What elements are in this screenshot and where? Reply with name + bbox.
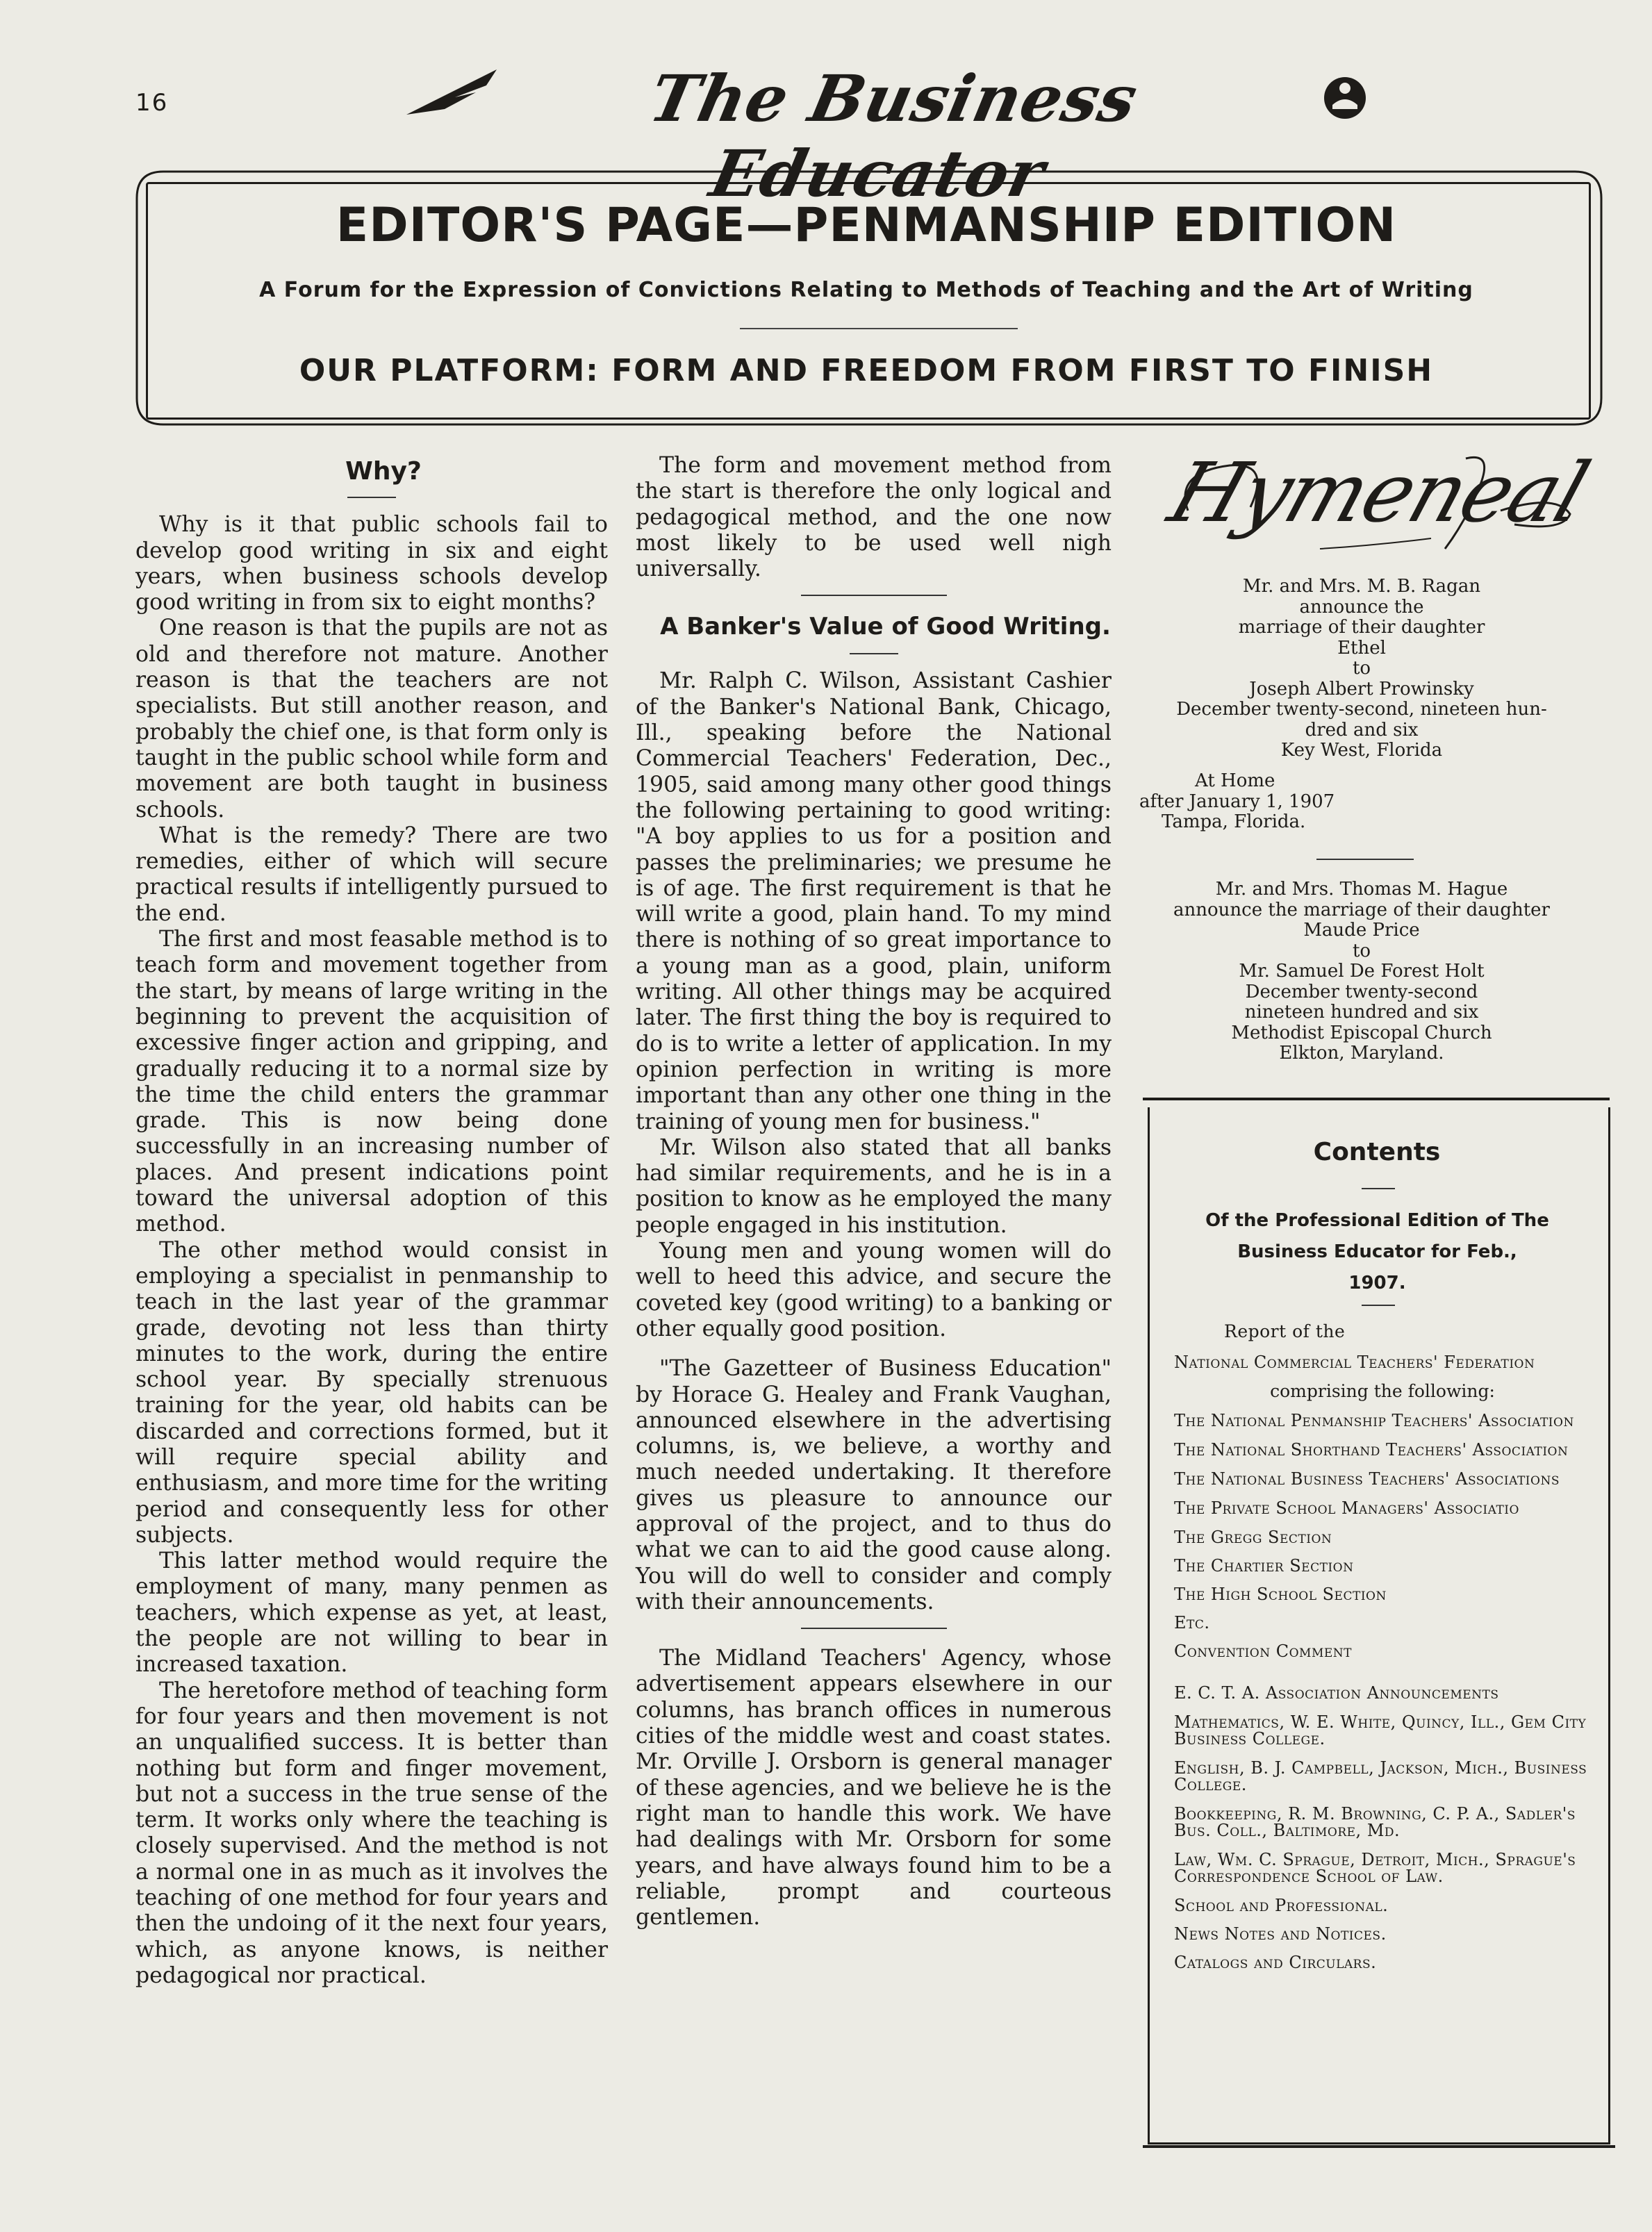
announcement-line: Elkton, Maryland. xyxy=(1279,1043,1444,1064)
contents-item: School and Professional. xyxy=(1174,1896,1389,1915)
announcement-line: Maude Price xyxy=(1303,920,1420,941)
announcement-line: Methodist Episcopal Church xyxy=(1231,1022,1492,1043)
quill-icon xyxy=(406,66,504,122)
wedding-announcement-ragan xyxy=(1139,577,1584,761)
banker-heading: A Banker's Value of Good Writing. xyxy=(660,613,1111,641)
contents-item: The Private School Managers' Associatio xyxy=(1174,1498,1519,1518)
divider xyxy=(850,653,898,654)
divider xyxy=(347,497,396,498)
subheading-line: Business Educator for Feb., xyxy=(1237,1241,1517,1262)
paragraph: The first and most feasable method is to teach form and movement together from the start, by means of large writing in the beginning to prevent the acquisition of excessive finger action and gripping, and gradually reducing it to a normal size by the time the child enters the grammar grade. This is now being done successfully in an increasing number of places. And present indications point toward the universal adoption of this method. xyxy=(135,927,608,1237)
contents-item: The National Business Teachers' Associations xyxy=(1174,1469,1560,1489)
paragraph: The other method would consist in employing a specialist in penmanship to teach in the last year of the grammar grade, devoting not less than thirty minutes to the work, during the entire school year. By specially strenuous training for the year, old habits can be discarded and corrections formed, but it will require special ability and enthusiasm, and more time for the writing period and consequently less for other subjects. xyxy=(135,1237,608,1548)
divider xyxy=(740,328,1018,329)
paragraph: Why is it that public schools fail to develop good writing in six and eight years, when business schools develop good writing in from six to eight months? xyxy=(135,512,608,615)
divider xyxy=(801,595,947,596)
divider xyxy=(1143,1098,1610,1100)
announcement-line: after January 1, 1907 xyxy=(1139,791,1335,812)
announcement-line: to xyxy=(1352,658,1371,679)
hymeneal-title: Hymeneal xyxy=(1158,445,1599,540)
paragraph: The heretofore method of teaching form for four years and then movement is not an unqualified success. It is better than nothing but form and finger movement, but not a success in the true sense of the term. It works only where the teaching is closely supervised. And the method is not a normal one in as much as it involves the teaching of one method for four years and then the undoing of it the next four years, which, as anyone knows, is neither pedagogical nor practical. xyxy=(135,1678,608,1988)
announcement-line: Ethel xyxy=(1337,637,1386,659)
paragraph: Mr. Ralph C. Wilson, Assistant Cashier of the Banker's National Bank, Chicago, Ill., speaking before the National Commercial Teachers' Federation, Dec., 1905, said among many other good things the following pertaining to good writing: "A boy applies to us for a position and passes the preliminaries; we presume he is of age. The first requirement is that he will write a good, plain hand. To my mind there is nothing of so great importance to a young man as a good, plain, uniform writing. All other things may be acquired later. The first thing the boy is required to do is to write a letter of application. In my opinion perfection in writing is more important than any other one thing in the training of young men for business." xyxy=(636,668,1112,1134)
announcement-line: At Home xyxy=(1195,770,1275,791)
paragraph: The form and movement method from the start is therefore the only logical and pedagogical method, and the one now most likely to be used well nigh universally. xyxy=(636,453,1112,582)
divider xyxy=(1316,859,1414,860)
contents-item: Convention Comment xyxy=(1174,1642,1352,1661)
announcement-line: Tampa, Florida. xyxy=(1162,811,1306,832)
editor-title: EDITOR'S PAGE—PENMANSHIP EDITION xyxy=(336,198,1397,253)
contents-item: Etc. xyxy=(1174,1613,1210,1632)
contents-item: Mathematics, W. E. White, Quincy, Ill., Gem City Business College. xyxy=(1174,1712,1587,1749)
contents-heading: Contents xyxy=(1313,1138,1441,1166)
contents-item: The Gregg Section xyxy=(1174,1528,1332,1547)
divider xyxy=(1362,1188,1395,1189)
contents-item: Catalogs and Circulars. xyxy=(1174,1953,1377,1972)
why-heading: Why? xyxy=(345,457,422,486)
divider xyxy=(1362,1305,1395,1306)
page-number: 16 xyxy=(135,89,169,117)
platform-line: OUR PLATFORM: FORM AND FREEDOM FROM FIRST TO FINISH xyxy=(299,353,1434,388)
divider xyxy=(1143,2145,1615,2148)
paragraph: This latter method would require the employment of many, many penmen as teachers, which expense as yet, at least, the people are not willing to bear in increased taxation. xyxy=(135,1548,608,1678)
paragraph: The Midland Teachers' Agency, whose advertisement appears elsewhere in our columns, has branch offices in numerous cities of the middle west and coast states. Mr. Orville J. Orsborn is general manager of these agencies, and we believe he is the right man to handle this work. We have had dealings with Mr. Orsborn for some years, and have always found him to be a reliable, prompt and courteous gentlemen. xyxy=(636,1646,1112,1931)
contents-item: E. C. T. A. Association Announcements xyxy=(1174,1683,1499,1703)
announcement-line: nineteen hundred and six xyxy=(1244,1002,1479,1023)
wedding-announcement-hague xyxy=(1139,879,1584,1064)
announcement-line: Mr. and Mrs. M. B. Ragan xyxy=(1242,576,1481,597)
contents-item: Law, Wm. C. Sprague, Detroit, Mich., Sprague's Correspondence School of Law. xyxy=(1174,1850,1576,1886)
contents-item: The High School Section xyxy=(1174,1585,1387,1604)
at-home-notice xyxy=(1139,771,1584,833)
paragraph: Mr. Wilson also stated that all banks had similar requirements, and he is in a position to know as he employed the many people engaged in his institution. xyxy=(636,1134,1112,1238)
announcement-line: announce the marriage of their daughter xyxy=(1173,899,1550,920)
column-banker xyxy=(636,453,1112,1931)
column-why xyxy=(135,458,608,1989)
divider xyxy=(801,1628,947,1629)
contents-item: The National Penmanship Teachers' Association xyxy=(1174,1411,1574,1430)
subheading-line: Of the Professional Edition of The xyxy=(1205,1210,1549,1231)
contents-item: Bookkeeping, R. M. Browning, C. P. A., Sadler's Bus. Coll., Baltimore, Md. xyxy=(1174,1804,1576,1840)
paragraph: Young men and young women will do well to heed this advice, and secure the coveted key (good writing) to a banking or other equally good position. xyxy=(636,1239,1112,1341)
subheading-line: 1907. xyxy=(1348,1273,1406,1293)
announcement-line: Key West, Florida xyxy=(1280,740,1443,761)
masthead-title: The Business Educator xyxy=(643,61,1145,211)
announcement-line: marriage of their daughter xyxy=(1238,617,1485,638)
contents-subheading xyxy=(1160,1205,1594,1299)
announcement-line: Mr. Samuel De Forest Holt xyxy=(1239,961,1485,982)
paragraph: One reason is that the pupils are not as old and therefore not mature. Another reason is that the teachers are not specialists. But still another reason, and probably the chief one, is that form only is taught in the public school while form and movement are both taught in business schools. xyxy=(135,615,608,822)
contents-item: National Commercial Teachers' Federation xyxy=(1174,1353,1535,1372)
contents-item: The National Shorthand Teachers' Association xyxy=(1174,1440,1569,1460)
contents-item: News Notes and Notices. xyxy=(1174,1924,1387,1944)
paragraph: What is the remedy? There are two remedies, either of which will secure practical results if intelligently pursued to the end. xyxy=(135,822,608,926)
editor-subtitle: A Forum for the Expression of Convictions Relating to Methods of Teaching and the Art of Writing xyxy=(259,278,1473,302)
contents-item: comprising the following: xyxy=(1270,1381,1495,1401)
announcement-line: announce the xyxy=(1299,596,1424,618)
announcement-line: December twenty-second, nineteen hun- xyxy=(1176,699,1547,720)
announcement-line: Joseph Albert Prowinsky xyxy=(1249,678,1474,700)
contents-list xyxy=(1174,1323,1591,1971)
announcement-line: dred and six xyxy=(1305,719,1419,741)
announcement-line: Mr. and Mrs. Thomas M. Hague xyxy=(1215,879,1508,900)
contents-item: The Chartier Section xyxy=(1174,1556,1354,1576)
paragraph: "The Gazetteer of Business Education" by Horace G. Healey and Frank Vaughan, announced elsewhere in the advertising columns, is, we believe, a worthy and much needed undertaking. It therefore gives us pleasure to announce our approval of the project, and to thus do what we can to aid the good cause along. You will do well to consider and comply with their announcements. xyxy=(636,1356,1112,1614)
contents-item: Report of the xyxy=(1224,1321,1346,1341)
emblem-icon xyxy=(1320,73,1370,123)
announcement-line: to xyxy=(1352,940,1371,961)
announcement-line: December twenty-second xyxy=(1245,981,1478,1002)
contents-item: English, B. J. Campbell, Jackson, Mich., Business College. xyxy=(1174,1758,1587,1794)
